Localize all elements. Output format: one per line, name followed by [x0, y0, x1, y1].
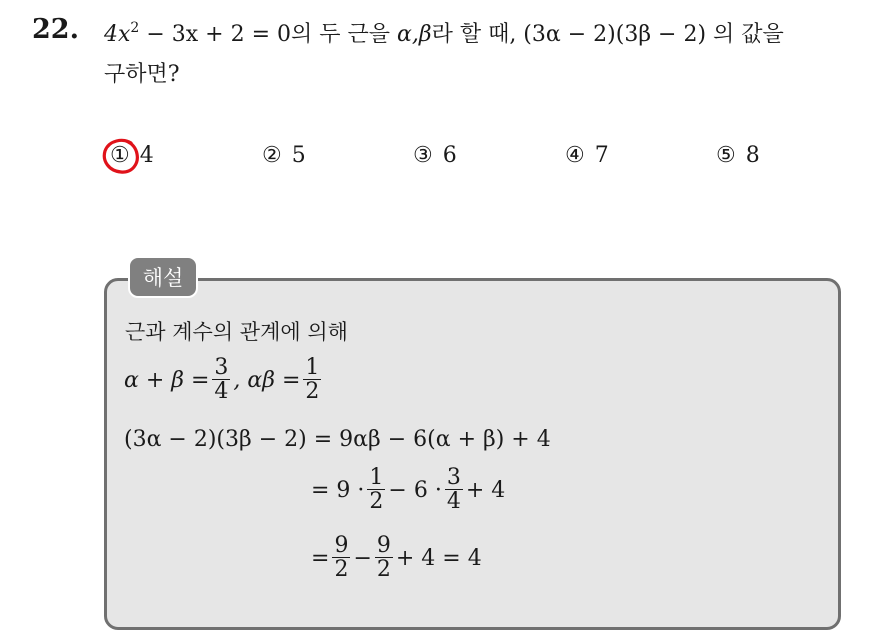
choice-mark: ②	[262, 143, 282, 168]
step-suffix: + 4 = 4	[395, 545, 482, 571]
equation-rest: − 3x + 2 = 0	[139, 22, 291, 47]
choice-mark: ③	[413, 143, 433, 168]
fraction-9-2: $\frac{9}{2}$	[376, 533, 391, 583]
choice-value: 8	[745, 143, 760, 168]
solution-line-1: 근과 계수의 관계에 의해	[125, 320, 348, 344]
question-text-part: 의 두 근을	[291, 22, 397, 47]
equation-exponent: 2	[130, 20, 140, 36]
choice-5[interactable]	[716, 143, 760, 168]
fraction-3-4: $\frac{3}{4}$	[214, 355, 229, 405]
choice-2[interactable]	[262, 143, 306, 168]
roots-symbols: α,β	[397, 22, 432, 47]
fraction-1-2: $\frac{1}{2}$	[369, 465, 384, 515]
step-mid: −	[353, 545, 372, 571]
choice-value: 4	[139, 143, 154, 168]
question-number: 22.	[32, 14, 79, 45]
choice-4[interactable]	[565, 143, 609, 168]
choice-3[interactable]	[413, 143, 457, 168]
question-text-part2: 라 할 때, (3α − 2)(3β − 2)	[431, 22, 707, 47]
question-text-line1	[104, 17, 784, 48]
selected-answer-circle-icon	[101, 137, 141, 175]
choice-mark: ④	[565, 143, 585, 168]
fraction-1-2: $\frac{1}{2}$	[305, 355, 320, 405]
solution-line-3: (3α − 2)(3β − 2) = 9αβ − 6(α + β) + 4	[124, 427, 551, 452]
solution-tab-label: 해설	[128, 256, 198, 298]
vieta-product-lhs: , αβ =	[233, 367, 301, 393]
solution-line-2	[124, 356, 324, 404]
choice-value: 7	[594, 143, 609, 168]
step-prefix: = 9 ·	[311, 477, 365, 503]
step-mid: − 6 ·	[388, 477, 442, 503]
fraction-3-4: $\frac{3}{4}$	[446, 465, 461, 515]
vieta-sum-lhs: α + β =	[124, 367, 210, 393]
solution-line-5	[311, 534, 482, 582]
equation-lhs: 4x	[104, 22, 131, 47]
choice-mark: ①	[110, 143, 130, 168]
question-text-part3: 의 값을	[706, 22, 784, 47]
question-text-line2: 구하면?	[104, 62, 180, 87]
choice-value: 6	[442, 143, 457, 168]
choice-mark: ⑤	[716, 143, 736, 168]
step-prefix: =	[311, 545, 330, 571]
fraction-9-2: $\frac{9}{2}$	[334, 533, 349, 583]
choice-value: 5	[291, 143, 306, 168]
solution-line-4	[311, 466, 505, 514]
step-suffix: + 4	[465, 477, 506, 503]
